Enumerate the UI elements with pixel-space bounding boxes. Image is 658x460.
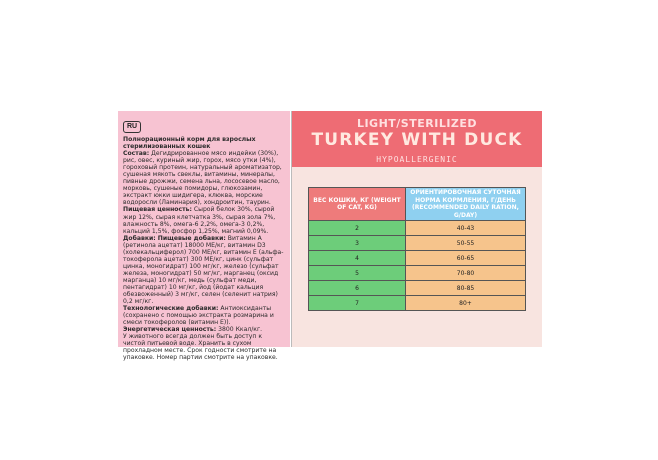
tech-additives-label: Технологические добавки: [123,305,219,313]
additives-text: Витамин А (ретинола ацетат) 18000 МЕ/кг, витамин D3 (холекальциферол) 700 МЕ/кг, витамин Е (альфа-токоферола ацетат) 300 МЕ/кг, цинк (сульфат цинка, моногидрат) 100 мг/кг, железо (сульфат железа, моногидрат) 50 мг/кг, марганец (оксид марганца) 10 мг/кг, медь (сульфат меди, пентагидрат) 10 мг/кг, йод (йодат кальция обезвоженный) 3 мг/кг, селен (селенит натрия) 0,2 мг/кг. [123,234,284,306]
ration-cell: 80-85 [406,281,526,296]
product-line: LIGHT/STERILIZED [356,117,478,130]
table-row [309,266,526,281]
table-row [309,236,526,251]
table-row [309,296,526,311]
ration-cell: 70-80 [406,266,526,281]
energy-label: Энергетическая ценность: [123,326,217,334]
feeding-panel [292,111,542,347]
ru-title: Полнорационный корм для взрослых стерилизованных кошек [123,136,256,151]
ration-cell: 40-43 [406,221,526,236]
table-row [309,281,526,296]
weight-cell: 5 [309,266,406,281]
tech-additives-text: Антиоксиданты (сохранено с помощью экстракта розмарина и смеси токоферолов (витамин Е)). [123,305,274,327]
ration-cell: 50-55 [406,236,526,251]
weight-cell: 6 [309,281,406,296]
russian-label-panel [118,111,290,362]
storage-footer: У животного всегда должен быть доступ к чистой питьевой воде. Хранить в сухом прохладном месте. Срок годности смотрите на упаковке. Номер партии смотрите на упаковке. [123,333,278,362]
nutrition-label: Пищевая ценность: [123,206,192,214]
table-header-row [309,188,526,221]
nutrition-text: Сырой белок 30%, сырой жир 12%, сырая клетчатка 3%, сырая зола 7%, влажность 8%, омега-6 2,2%, омега-3 0,2%, кальций 1,5%, фосфор 1,25%, магний 0,09%. [123,206,276,235]
weight-column-header: ВЕС КОШКИ, КГ (WEIGHT OF CAT, KG) [309,188,406,221]
product-name: TURKEY WITH DUCK [311,130,523,150]
weight-cell: 2 [309,221,406,236]
product-header [292,111,542,167]
weight-cell: 7 [309,296,406,311]
table-row [309,251,526,266]
additives-label: Добавки: Пищевые добавки: [123,234,226,242]
product-claim: HYPOALLERGENIC [376,155,458,164]
energy-text: 3800 Ккал/кг. [218,326,263,334]
composition-text: Дегидрированное мясо индейки (30%), рис, овес, куриный жир, горох, мясо утки (4%), гороховый протеин, натуральный ароматизатор, сушеная мякоть свеклы, витамины, минералы, пивные дрожжи, семена льна, лососевое масло, морковь, сушеные помидоры, глюкозамин, экстракт юкки шидигера, клюква, морские водоросли (Ламинария), хондроитин, таурин. [123,150,282,207]
ration-cell: 60-65 [406,251,526,266]
composition-label: Состав: [123,150,150,158]
weight-cell: 3 [309,236,406,251]
feeding-table [308,187,526,311]
ration-cell: 80+ [406,296,526,311]
ration-column-header: ОРИЕНТИРОВОЧНАЯ СУТОЧНАЯ НОРМА КОРМЛЕНИЯ, Г/ДЕНЬ (RECOMMENDED DAILY RATION, G/DAY) [406,188,526,221]
weight-cell: 4 [309,251,406,266]
russian-label-text [123,136,285,362]
language-badge: RU [123,121,141,133]
table-row [309,221,526,236]
